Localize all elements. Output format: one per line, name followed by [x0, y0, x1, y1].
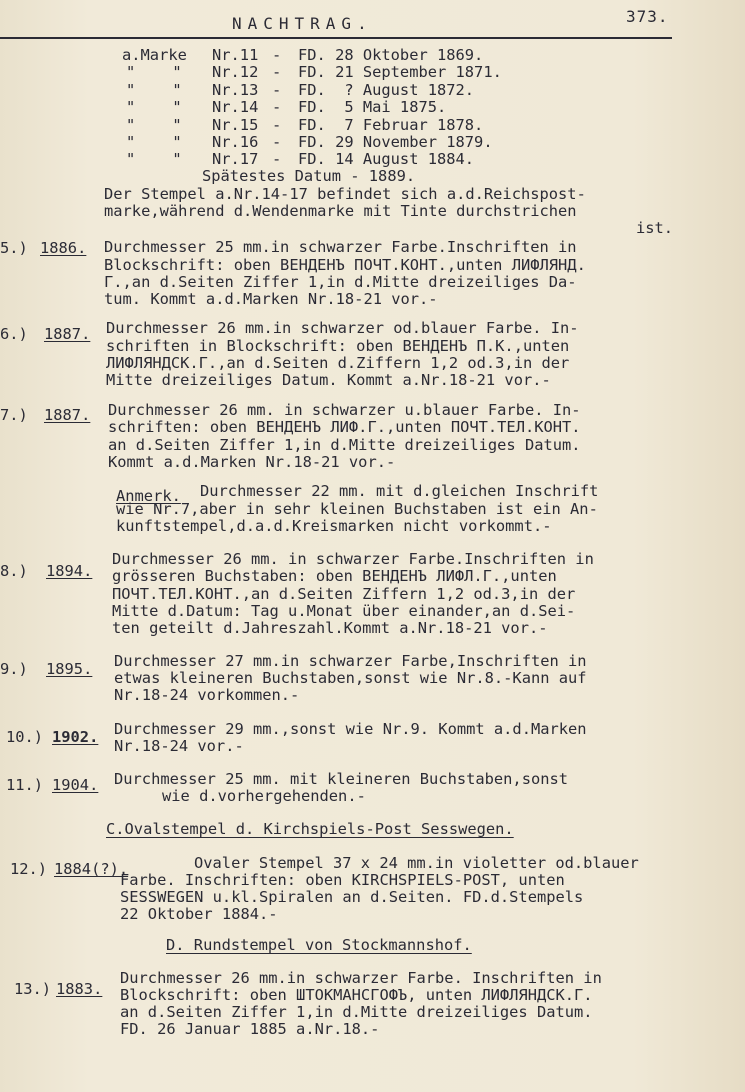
entry-year: 1884(?).: [54, 860, 129, 878]
entry-line: etwas kleineren Buchstaben,sonst wie Nr.8.-Kann auf: [114, 669, 587, 687]
entry-line: Durchmesser 25 mm. mit kleineren Buchstaben,sonst: [114, 770, 569, 788]
entry-line: grösseren Buchstaben: oben ВЕНДЕНЪ ЛИФЛ.Г.,unten: [112, 567, 557, 585]
entry-line: Durchmesser 26 mm. in schwarzer u.blauer Farbe. In-: [108, 401, 581, 419]
entry-line: Durchmesser 25 mm.in schwarzer Farbe.Inschriften in: [104, 238, 577, 256]
intro-nr: Nr.14: [212, 98, 259, 116]
entry-line: Mitte dreizeiliges Datum. Kommt a.Nr.18-21 vor.-: [106, 371, 551, 389]
entry-line: wie Nr.7,aber in sehr kleinen Buchstaben ist ein An-: [116, 500, 598, 518]
entry-number: 11.): [6, 776, 44, 794]
entry-line: wie d.vorhergehenden.-: [162, 787, 366, 805]
intro-fd: FD. 14 August 1884.: [298, 150, 475, 168]
entry-line: Farbe. Inschriften: oben KIRCHSPIELS-POST, unten: [120, 871, 565, 889]
intro-nr: Nr.15: [212, 116, 259, 134]
entry-line: Blockschrift: oben ВЕНДЕНЪ ПОЧТ.КОНТ.,unten ЛИФЛЯНД.: [104, 256, 586, 274]
entry-year: 1895.: [46, 660, 93, 678]
intro-dash: -: [272, 133, 282, 151]
intro-dash: -: [272, 150, 282, 168]
entry-year: 1887.: [44, 325, 91, 343]
entry-year: 1883.: [56, 980, 103, 998]
entry-number: 5.): [0, 239, 28, 257]
entry-line: an d.Seiten Ziffer 1,in d.Mitte dreizeiliges Datum.: [120, 1003, 593, 1021]
entry-year: 1886.: [40, 239, 87, 257]
entry-line: tum. Kommt a.d.Marken Nr.18-21 vor.-: [104, 290, 438, 308]
entry-line: Durchmesser 29 mm.,sonst wie Nr.9. Kommt a.d.Marken: [114, 720, 587, 738]
entry-line: schriften: oben ВЕНДЕНЪ ЛИФ.Г.,unten ПОЧТ.ТЕЛ.КОНТ.: [108, 418, 581, 436]
intro-fd: FD. 29 November 1879.: [298, 133, 493, 151]
entry-line: schriften in Blockschrift: oben ВЕНДЕНЪ П.К.,unten: [106, 337, 570, 355]
note-line: Der Stempel a.Nr.14-17 befindet sich a.d.Reichspost-: [104, 185, 586, 203]
entry-year: 1902.: [52, 728, 99, 746]
section-d-heading: D. Rundstempel von Stockmannshof.: [166, 936, 472, 954]
intro-nr: Nr.12: [212, 63, 259, 81]
entry-line: FD. 26 Januar 1885 a.Nr.18.-: [120, 1020, 380, 1038]
intro-fd: FD. 5 Mai 1875.: [298, 98, 447, 116]
entry-line: Durchmesser 26 mm.in schwarzer Farbe. Inschriften in: [120, 969, 602, 987]
latest-date: Spätestes Datum - 1889.: [202, 167, 416, 185]
note-line: ist.: [636, 219, 674, 237]
intro-dash: -: [272, 81, 282, 99]
entry-line: Г.,an d.Seiten Ziffer 1,in d.Mitte dreizeiliges Da-: [104, 273, 577, 291]
intro-prefix: " ": [126, 98, 182, 116]
intro-dash: -: [272, 46, 282, 64]
entry-line: Blockschrift: oben ШТОКМАНСГОФЪ, unten ЛИФЛЯНДСК.Г.: [120, 986, 593, 1004]
entry-line: Kommt a.d.Marken Nr.18-21 vor.-: [108, 453, 396, 471]
entry-line: Nr.18-24 vorkommen.-: [114, 686, 300, 704]
intro-fd: FD. ? August 1872.: [298, 81, 475, 99]
entry-line: Durchmesser 22 mm. mit d.gleichen Inschrift: [200, 482, 599, 500]
intro-dash: -: [272, 63, 282, 81]
anmerk-label: Anmerk.: [116, 487, 181, 505]
intro-prefix: " ": [126, 150, 182, 168]
header-title: NACHTRAG.: [232, 14, 373, 33]
intro-nr: Nr.16: [212, 133, 259, 151]
intro-prefix: " ": [126, 63, 182, 81]
entry-line: 22 Oktober 1884.-: [120, 905, 278, 923]
intro-prefix: " ": [126, 81, 182, 99]
entry-number: 9.): [0, 660, 28, 678]
entry-line: Ovaler Stempel 37 x 24 mm.in violetter od.blauer: [194, 854, 639, 872]
intro-fd: FD. 7 Februar 1878.: [298, 116, 484, 134]
intro-dash: -: [272, 98, 282, 116]
intro-fd: FD. 28 Oktober 1869.: [298, 46, 484, 64]
entry-line: an d.Seiten Ziffer 1,in d.Mitte dreizeiliges Datum.: [108, 436, 581, 454]
entry-year: 1904.: [52, 776, 99, 794]
intro-prefix: " ": [126, 116, 182, 134]
intro-nr: Nr.13: [212, 81, 259, 99]
intro-nr: Nr.11: [212, 46, 259, 64]
entry-line: Mitte d.Datum: Tag u.Monat über einander,an d.Sei-: [112, 602, 576, 620]
entry-number: 10.): [6, 728, 44, 746]
entry-line: ten geteilt d.Jahreszahl.Kommt a.Nr.18-21 vor.-: [112, 619, 548, 637]
intro-prefix: " ": [126, 133, 182, 151]
entry-line: Nr.18-24 vor.-: [114, 737, 244, 755]
entry-number: 12.): [10, 860, 48, 878]
entry-line: Durchmesser 26 mm. in schwarzer Farbe.Inschriften in: [112, 550, 594, 568]
intro-nr: Nr.17: [212, 150, 259, 168]
entry-year: 1887.: [44, 406, 91, 424]
entry-line: Durchmesser 27 mm.in schwarzer Farbe,Inschriften in: [114, 652, 587, 670]
entry-number: 8.): [0, 562, 28, 580]
entry-line: kunftstempel,d.a.d.Kreismarken nicht vorkommt.-: [116, 517, 552, 535]
intro-prefix: a.Marke: [122, 46, 187, 64]
entry-number: 13.): [14, 980, 52, 998]
section-c-heading: C.Ovalstempel d. Kirchspiels-Post Sesswegen.: [106, 820, 514, 838]
entry-number: 6.): [0, 325, 28, 343]
entry-year: 1894.: [46, 562, 93, 580]
entry-line: SESSWEGEN u.kl.Spiralen an d.Seiten. FD.d.Stempels: [120, 888, 584, 906]
entry-line: ПОЧТ.ТЕЛ.КОНТ.,an d.Seiten Ziffern 1,2 od.3,in der: [112, 585, 576, 603]
intro-fd: FD. 21 September 1871.: [298, 63, 502, 81]
page-number: 373.: [626, 7, 669, 26]
entry-line: Durchmesser 26 mm.in schwarzer od.blauer Farbe. In-: [106, 319, 579, 337]
entry-line: ЛИФЛЯНДСК.Г.,an d.Seiten d.Ziffern 1,2 od.3,in der: [106, 354, 570, 372]
header-rule: [0, 37, 672, 39]
page-header: [0, 4, 745, 34]
note-line: marke,während d.Wendenmarke mit Tinte durchstrichen: [104, 202, 577, 220]
intro-dash: -: [272, 116, 282, 134]
entry-number: 7.): [0, 406, 28, 424]
